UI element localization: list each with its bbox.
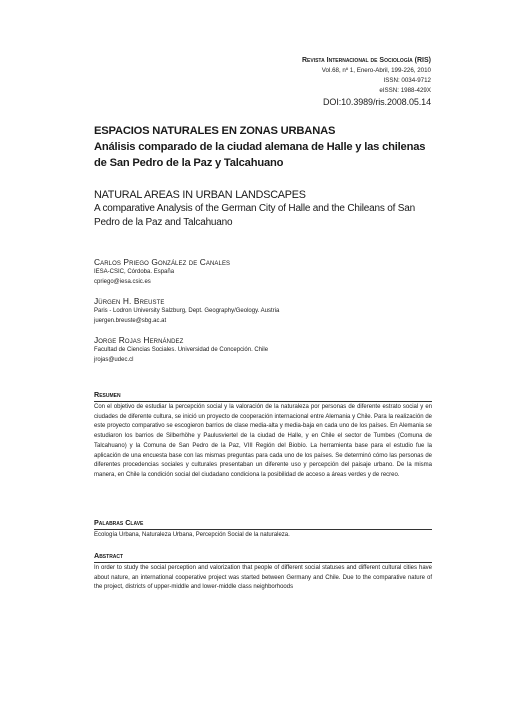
keywords-text: Ecología Urbana, Naturaleza Urbana, Percepción Social de la naturaleza. bbox=[94, 532, 290, 538]
keywords-section bbox=[94, 518, 432, 541]
author-list bbox=[94, 256, 434, 373]
author-affiliation: Facultad de Ciencias Sociales. Universidad de Concepción. Chile bbox=[94, 347, 269, 353]
journal-volume: Vol.68, nº 1, Enero-Abril, 199-226, 2010 bbox=[321, 67, 431, 74]
abstract-text: In order to study the social perception and valorization that people of different social statuses and different cultural cities have about nature, an international cooperative project was started between Germany and Chile. Due to the comparative nature of the project, districts of upper-middle and lower-middle class neighborhoods bbox=[94, 565, 432, 591]
author-block bbox=[94, 256, 434, 287]
resumen-heading: Resumen bbox=[94, 390, 121, 399]
journal-name: Revista Internacional de Sociología (RIS) bbox=[301, 57, 431, 64]
author-name: Carlos Priego González de Canales bbox=[94, 257, 231, 267]
author-email[interactable]: jrojas@udec.cl bbox=[94, 356, 134, 363]
resumen-section bbox=[94, 390, 432, 481]
journal-doi: DOI:10.3989/ris.2008.05.14 bbox=[323, 97, 431, 107]
journal-eissn: eISSN: 1988-429X bbox=[379, 87, 431, 94]
section-divider bbox=[94, 401, 432, 402]
author-block bbox=[94, 334, 434, 365]
author-email[interactable]: cpriego@iesa.csic.es bbox=[94, 278, 151, 285]
keywords-heading: Palabras Clave bbox=[94, 518, 144, 527]
author-block bbox=[94, 295, 434, 326]
section-divider bbox=[94, 562, 432, 563]
abstract-section bbox=[94, 551, 432, 593]
author-affiliation: Paris - Lodron University Salzburg, Dept. Geography/Geology. Austria bbox=[94, 308, 280, 314]
author-name: Jorge Rojas Hernández bbox=[94, 335, 184, 345]
title-en-subtitle: A comparative Analysis of the German City of Halle and the Chileans of San Pedro de la Paz and Talcahuano bbox=[94, 203, 415, 228]
abstract-heading: Abstract bbox=[94, 551, 124, 560]
journal-header bbox=[302, 56, 431, 108]
journal-issn: ISSN: 0034-9712 bbox=[383, 77, 431, 84]
title-es-subtitle: Análisis comparado de la ciudad alemana de Halle y las chilenas de San Pedro de la Paz y Talcahuano bbox=[94, 141, 426, 169]
title-spanish bbox=[94, 123, 434, 171]
title-english bbox=[94, 188, 434, 229]
author-affiliation: IESA-CSIC, Córdoba. España bbox=[94, 269, 175, 275]
resumen-text: Con el objetivo de estudiar la percepción social y la valoración de la naturaleza por personas de diferente estrato social y en ciudades de diferente cultura, se inició un proyecto de cooperación internacional entre Alemania y Chile. Para la realización de este proyecto comparativo se escogieron barrios de clase media-alta y media-baja en cada uno de los países. En Alemania se estudiaron los barrios de Silberhöhe y Paulusviertel de la ciudad de Halle, y en Chile el sector de Tumbes (Comuna de Talcahuano) y la Comuna de San Pedro de la Paz, VIII Región del Biobío. La herramienta base para el estudio fue la aplicación de una encuesta base con las mismas preguntas para cada uno de los países. Se determinó cómo las personas de diferentes procedencias sociales y culturales presentaban un diferente uso y percepción del paisaje urbano. De la misma manera, en Chile la condición social del ciudadano condiciona la posibilidad de acceso a áreas verdes y de recreo. bbox=[94, 404, 432, 478]
author-name: Jürgen H. Breuste bbox=[94, 296, 165, 306]
author-email[interactable]: juergen.breuste@sbg.ac.at bbox=[94, 317, 167, 324]
title-en-main: NATURAL AREAS IN URBAN LANDSCAPES bbox=[94, 189, 306, 201]
section-divider bbox=[94, 529, 432, 530]
title-es-main: ESPACIOS NATURALES EN ZONAS URBANAS bbox=[94, 125, 336, 137]
